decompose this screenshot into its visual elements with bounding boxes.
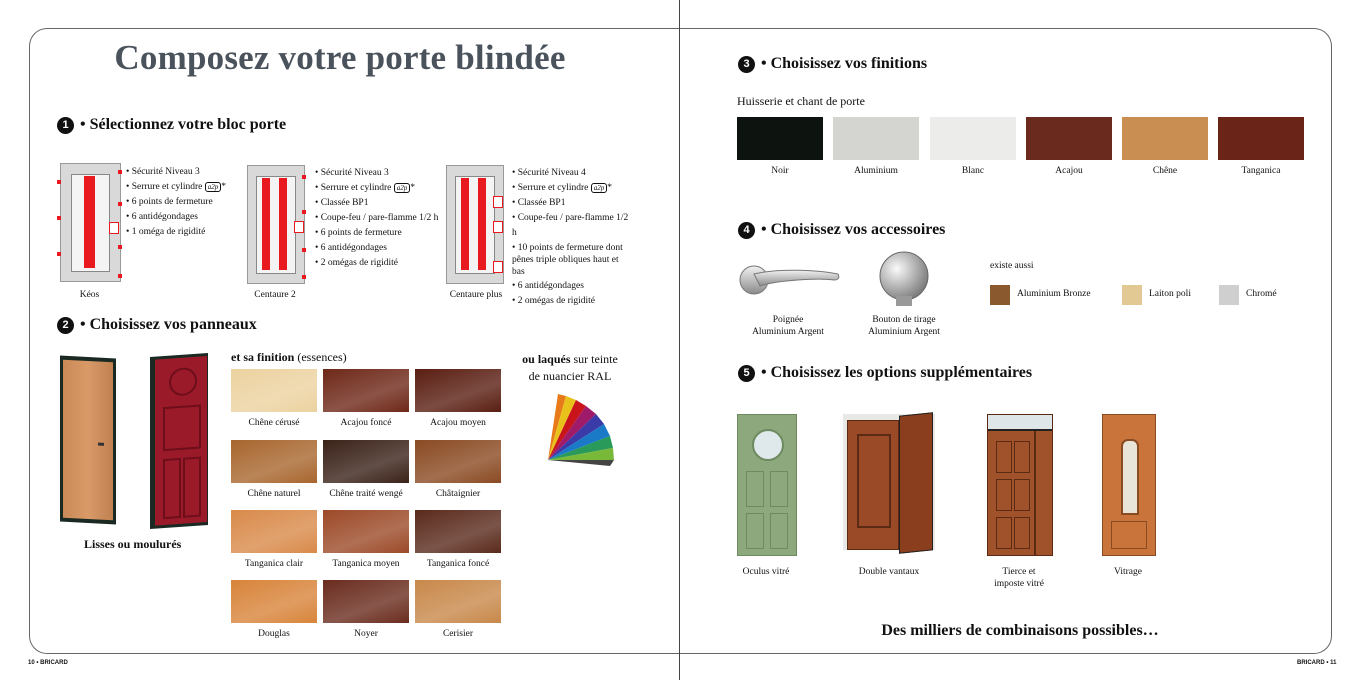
accessory-variant-label: Laiton poli [1149, 289, 1191, 299]
oculus-door-image [737, 414, 797, 556]
wood-swatch-color [415, 369, 501, 412]
door-model-name: Kéos [79, 290, 100, 300]
frame-finish-color [737, 117, 823, 160]
wood-swatch-label: Tanganica moyen [332, 559, 400, 569]
feature-item: • 6 points de fermeture [126, 195, 226, 210]
feature-item: • Serrure et cylindre a2p * [315, 181, 438, 196]
section4-heading [738, 221, 945, 239]
smooth-panel-door-image [60, 356, 116, 525]
frame-finish-swatch [1218, 117, 1304, 176]
page-title: Composez votre porte blindée [114, 38, 566, 77]
frame-finish-label: Noir [771, 166, 789, 176]
wood-swatch-label: Cerisier [442, 629, 474, 639]
accessory-variant-label: Chromé [1246, 289, 1277, 299]
ral-text: ou laqués sur teinte de nuancier RAL [522, 352, 618, 383]
double-door-image [843, 414, 935, 550]
wood-swatch [231, 440, 317, 499]
feature-item: • Coupe-feu / pare-flamme 1/2 h [315, 211, 438, 226]
feature-item: • 6 antidégondages [126, 210, 226, 225]
wood-swatch-color [323, 369, 409, 412]
wood-swatch [415, 580, 501, 639]
wood-swatch-label: Noyer [354, 629, 378, 639]
section1-heading-text: • Sélectionnez votre bloc porte [80, 116, 287, 133]
section5-heading [738, 364, 1032, 382]
feature-item: • 6 points de fermeture [315, 226, 438, 241]
wood-swatch-color [415, 580, 501, 623]
section4-heading-text: • Choisissez vos accessoires [761, 221, 946, 238]
wood-swatch-color [231, 580, 317, 623]
accessory-caption: Poignée Aluminium Argent [752, 315, 824, 337]
knob-icon [870, 250, 938, 308]
page-fold [679, 0, 680, 680]
section2-heading [57, 316, 257, 334]
wood-swatch-color [231, 440, 317, 483]
accessory-variant-label: Aluminium Bronze [1017, 289, 1091, 299]
frame-finish-swatch [1122, 117, 1208, 176]
frame-finish-label: Blanc [961, 166, 985, 176]
wood-swatch-label: Douglas [258, 629, 290, 639]
feature-item: • 2 omégas de rigidité [315, 256, 438, 271]
finish-subtitle: Huisserie et chant de porte [737, 94, 865, 108]
centaureplus-features [512, 166, 632, 309]
door-centaureplus-diagram [446, 165, 504, 284]
feature-item: • Serrure et cylindre a2p * [512, 181, 632, 196]
section3-heading [738, 55, 927, 73]
frame-finish-swatch [833, 117, 919, 176]
frame-finish-swatch [1026, 117, 1112, 176]
wood-swatch-color [415, 440, 501, 483]
accessory-variant-swatch [1122, 285, 1142, 305]
keos-features [126, 165, 226, 240]
centaure2-features [315, 166, 438, 271]
section-number-badge: 3 [738, 56, 755, 73]
section2-heading-text: • Choisissez vos panneaux [80, 316, 257, 333]
moulded-panel-door-image [150, 353, 208, 529]
accessory-variant-swatch [1219, 285, 1239, 305]
door-centaure2-diagram [247, 165, 305, 284]
lever-handle-icon [738, 262, 842, 298]
feature-item: • Serrure et cylindre a2p * [126, 180, 226, 195]
wood-swatch [415, 510, 501, 569]
wood-swatch-label: Tanganica clair [244, 559, 304, 569]
door-model-name: Centaure plus [449, 290, 503, 300]
feature-item: • Sécurité Niveau 4 [512, 166, 632, 181]
frame-finish-color [833, 117, 919, 160]
wood-swatch-label: Acajou foncé [340, 418, 392, 428]
wood-swatch-label: Châtaignier [435, 489, 481, 499]
frame-finish-label: Acajou [1055, 166, 1083, 176]
wood-swatch [323, 440, 409, 499]
footer-left: 10 • BRICARD [28, 660, 68, 666]
wood-swatch-color [323, 440, 409, 483]
frame-finish-color [1026, 117, 1112, 160]
frame-finish-label: Chêne [1152, 166, 1178, 176]
a2p-logo: a2p [591, 183, 608, 193]
panels-caption: Lisses ou moulurés [84, 537, 182, 551]
wood-swatch-label: Chêne cérusé [248, 418, 300, 428]
frame-finish-color [930, 117, 1016, 160]
wood-swatch [415, 369, 501, 428]
section-number-badge: 5 [738, 365, 755, 382]
frame-finish-swatch [930, 117, 1016, 176]
wood-swatch-color [231, 369, 317, 412]
feature-item: • 10 points de fermeture dont pênes triple obliques haut et bas [512, 241, 632, 279]
option-caption: Vitrage [1114, 567, 1142, 577]
footer-right: BRICARD • 11 [1297, 660, 1337, 666]
frame-finish-label: Aluminium [854, 166, 898, 176]
door-model-name: Centaure 2 [254, 290, 296, 300]
frame-finish-color [1122, 117, 1208, 160]
section3-heading-text: • Choisissez vos finitions [761, 55, 928, 72]
feature-item: • Classée BP1 [512, 196, 632, 211]
wood-swatch [323, 510, 409, 569]
section-number-badge: 4 [738, 222, 755, 239]
a2p-logo: a2p [394, 183, 411, 193]
option-caption: Tierce et imposte vitré [994, 567, 1044, 589]
finish-heading: et sa finition (essences) [231, 350, 347, 364]
wood-swatch [231, 510, 317, 569]
feature-item: • 1 oméga de rigidité [126, 225, 226, 240]
feature-item: • Sécurité Niveau 3 [126, 165, 226, 180]
wood-swatch-color [231, 510, 317, 553]
frame-finish-swatch [737, 117, 823, 176]
door-keos-diagram [60, 163, 121, 282]
accessory-variant-swatch [990, 285, 1010, 305]
wood-swatch-color [323, 580, 409, 623]
option-caption: Oculus vitré [742, 567, 790, 577]
wood-swatch-label: Tanganica foncé [426, 559, 490, 569]
section-number-badge: 2 [57, 317, 74, 334]
wood-swatch [323, 580, 409, 639]
section1-heading [57, 116, 286, 134]
side-and-transom-door-image [987, 414, 1053, 556]
wood-swatch [415, 440, 501, 499]
wood-swatch-label: Chêne naturel [247, 489, 301, 499]
option-caption: Double vantaux [858, 567, 920, 577]
feature-item: • Coupe-feu / pare-flamme 1/2 h [512, 211, 632, 241]
frame-finish-color [1218, 117, 1304, 160]
wood-swatch [231, 369, 317, 428]
feature-item: • Sécurité Niveau 3 [315, 166, 438, 181]
section-number-badge: 1 [57, 117, 74, 134]
tagline: Des milliers de combinaisons possibles… [881, 622, 1159, 639]
wood-swatch [323, 369, 409, 428]
a2p-logo: a2p [205, 182, 222, 192]
accessory-caption: Bouton de tirage Aluminium Argent [868, 315, 940, 337]
ral-color-fan-icon [540, 388, 616, 468]
also-available-label: existe aussi [990, 261, 1034, 271]
glazed-door-image [1102, 414, 1156, 556]
wood-swatch-label: Chêne traité wengé [329, 489, 403, 499]
feature-item: • 6 antidégondages [512, 279, 632, 294]
wood-swatch-label: Acajou moyen [430, 418, 486, 428]
wood-swatch [231, 580, 317, 639]
wood-swatch-color [323, 510, 409, 553]
feature-item: • 6 antidégondages [315, 241, 438, 256]
feature-item: • 2 omégas de rigidité [512, 294, 632, 309]
wood-swatch-color [415, 510, 501, 553]
feature-item: • Classée BP1 [315, 196, 438, 211]
frame-finish-label: Tanganica [1241, 166, 1281, 176]
section5-heading-text: • Choisissez les options supplémentaires [761, 364, 1033, 381]
